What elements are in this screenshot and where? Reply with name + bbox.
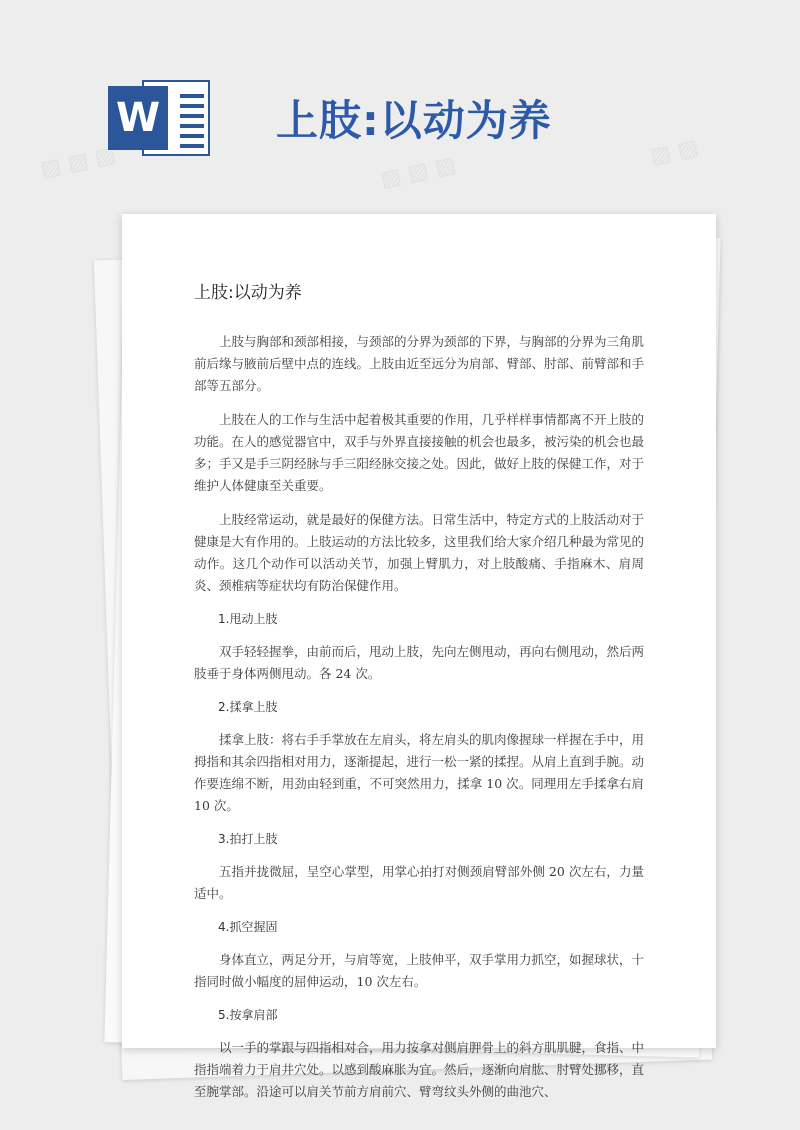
- body-paragraph: 五指并拢微屈，呈空心掌型，用掌心拍打对侧颈肩臂部外侧 20 次左右，力量适中。: [194, 864, 644, 901]
- section-heading: 1.甩动上肢: [218, 612, 278, 626]
- word-logo-letter: W: [108, 86, 168, 150]
- body-paragraph: 身体直立，两足分开，与肩等宽，上肢伸平，双手掌用力抓空，如握球状，十指同时做小幅度的屈伸运动，10 次左右。: [194, 952, 645, 989]
- body-paragraph: 上肢经常运动，就是最好的保健方法。日常生活中，特定方式的上肢活动对于健康是大有作用的。上肢运动的方法比较多，这里我们给大家介绍几种最为常见的动作。这几个动作可以活动关节，加强上臂肌力，对上肢酸痛、手指麻木、肩周炎、颈椎病等症状均有防治保健作用。: [194, 512, 645, 593]
- body-paragraph: 揉拿上肢：将右手手掌放在左肩头，将左肩头的肌肉像握球一样握在手中，用拇指和其余四指相对用力，逐渐提起，进行一松一紧的揉捏。从肩上直到手腕。动作要连绵不断，用劲由轻到重，不可突然用力，揉拿 10 次。同理用左手揉拿右肩 10 次。: [194, 732, 645, 813]
- document-page: [122, 214, 716, 1099]
- watermark-decoration: ▨ ▨ ▨: [378, 152, 459, 193]
- document-title: 上肢:以动为养: [194, 283, 302, 303]
- watermark-decoration: ▨ ▨ ▨: [38, 142, 119, 183]
- page-title: 上肢:以动为养: [276, 96, 552, 145]
- body-paragraph: 以一手的掌跟与四指相对合，用力按拿对侧肩胛骨上的斜方肌肌腱，食指、中指指端着力于肩井穴处。以感到酸麻胀为宜。然后，逐渐向肩肱、肘臂处挪移，直至腕掌部。沿途可以肩关节前方肩前穴、臂弯纹头外侧的曲池穴、: [194, 1040, 645, 1099]
- watermark-decoration: ▨ ▨: [647, 135, 701, 170]
- section-heading: 4.抓空握固: [218, 920, 278, 934]
- word-logo-icon: [108, 78, 212, 158]
- body-paragraph: 上肢在人的工作与生活中起着极其重要的作用，几乎样样事情都离不开上肢的功能。在人的感觉器官中，双手与外界直接接触的机会也最多，被污染的机会也最多；手又是手三阴经脉与手三阳经脉交接之处。因此，做好上肢的保健工作，对于维护人体健康至关重要。: [194, 412, 645, 493]
- body-paragraph: 上肢与胸部和颈部相接，与颈部的分界为颈部的下界，与胸部的分界为三角肌前后缘与腋前后壁中点的连线。上肢由近至远分为肩部、臂部、肘部、前臂部和手部等五部分。: [194, 334, 645, 393]
- body-paragraph: 双手轻轻握拳，由前而后，甩动上肢，先向左侧甩动，再向右侧甩动，然后两肢垂于身体两侧甩动。各 24 次。: [194, 644, 645, 681]
- document-content: [194, 278, 644, 1115]
- section-heading: 3.拍打上肢: [218, 832, 278, 846]
- section-heading: 5.按拿肩部: [218, 1008, 278, 1022]
- header: [108, 78, 552, 158]
- document-body: [194, 331, 644, 1103]
- section-heading: 2.揉拿上肢: [218, 700, 278, 714]
